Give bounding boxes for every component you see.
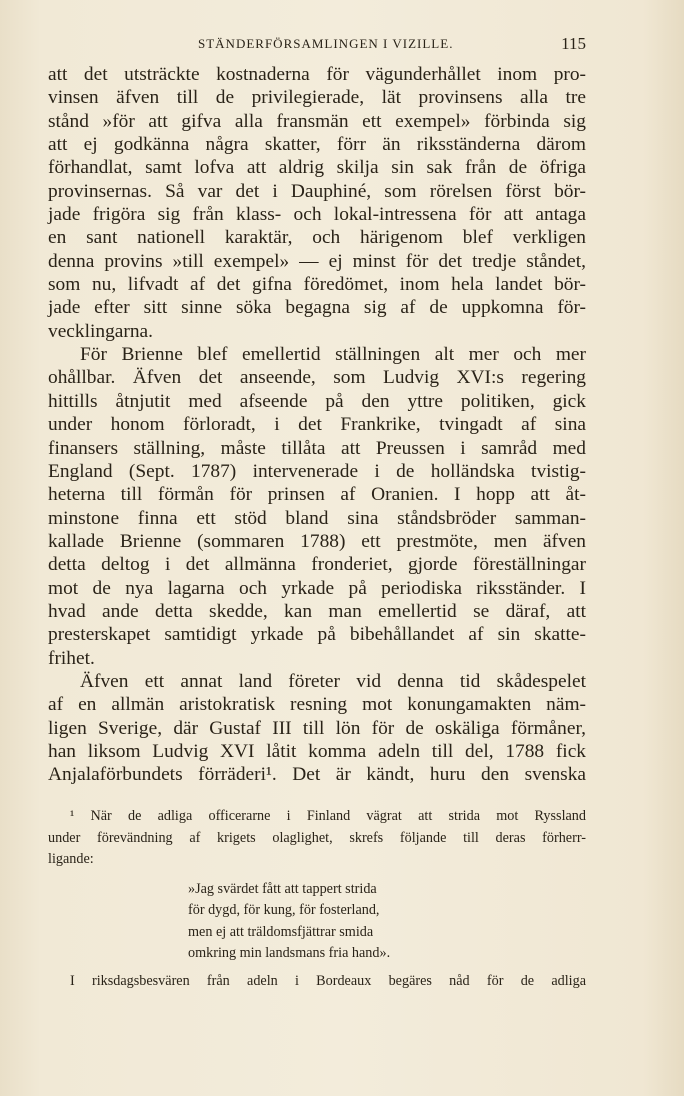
text-line: kallade Brienne (sommaren 1788) ett prestmöte, men äfven	[48, 530, 586, 552]
verse-line: »Jag svärdet fått att tappert strida	[188, 880, 377, 897]
running-title: STÄNDERFÖRSAMLINGEN I VIZILLE.	[198, 36, 454, 51]
verse-line: omkring min landsmans fria hand».	[188, 945, 391, 962]
text-line: provinsernas. Så var det i Dauphiné, som rörelsen först bör-	[48, 180, 586, 202]
footnote-line: I riksdagsbesvären från adeln i Bordeaux begäres nåd för de adliga	[70, 972, 586, 989]
footnote-line: ligande:	[48, 851, 94, 868]
text-line: jade efter sitt sinne söka begagna sig af de uppkomna för-	[48, 297, 586, 319]
text-line: Anjalaförbundets förräderi¹. Det är kändt, huru den svenska	[48, 764, 586, 786]
text-line: hittills åtnjutit med afseende på den yttre politiken, gick	[48, 390, 586, 412]
text-line: presterskapet samtidigt yrkade på bibehållandet af sin skatte-	[48, 624, 586, 646]
text-line: detta deltog i det allmänna fronderiet, gjorde föreställningar	[48, 554, 586, 576]
text-line: heterna till förmån för prinsen af Oranien. I hopp att åt-	[48, 484, 586, 506]
text-line: ligen Sverige, där Gustaf III till lön för de oskäliga förmåner,	[48, 717, 586, 739]
footnote-verse	[188, 879, 586, 965]
footnote-line: ¹ När de adliga officerarne i Finland vägrat att strida mot Ryssland	[70, 808, 586, 824]
text-line: vecklingarna.	[48, 320, 153, 342]
text-line: ohållbar. Äfven det anseende, som Ludvig XVI:s regering	[48, 367, 586, 389]
paragraph-2	[48, 343, 586, 670]
text-line: Äfven ett annat land företer vid denna tid skådespelet	[80, 670, 586, 692]
text-line: förhandlat, samt lofva att aldrig skilja sin sak från de öfriga	[48, 157, 586, 179]
text-line: att ej godkänna några skatter, förr än riksständerna därom	[48, 134, 586, 156]
text-line: hvad ande detta skedde, kan man emellertid se däraf, att	[48, 600, 586, 622]
text-line: stånd »för att gifva alla fransmän ett exempel» förbinda sig	[48, 110, 586, 132]
text-line: finansers ställning, måste tillåta att Preussen i samråd med	[48, 437, 586, 459]
text-line: han liksom Ludvig XVI låtit komma adeln till del, 1788 fick	[48, 740, 586, 762]
text-line: För Brienne blef emellertid ställningen alt mer och mer	[80, 344, 586, 366]
text-line: minstone finna ett stöd bland sina ståndsbröder samman-	[48, 507, 586, 529]
text-line: frihet.	[48, 647, 95, 669]
text-line: att det utsträckte kostnaderna för vägunderhållet inom pro-	[48, 64, 586, 85]
paragraph-1	[48, 63, 586, 343]
text-line: som nu, lifvadt af det gifna föredömet, inom hela landet bör-	[48, 274, 586, 296]
text-line: en sant nationell karaktär, och härigenom blef verkligen	[48, 227, 586, 249]
verse-line: för dygd, för kung, för fosterland,	[188, 902, 380, 919]
page-header	[48, 34, 586, 54]
text-line: denna provins »till exempel» — ej minst för det tredje ståndet,	[48, 250, 586, 272]
text-line: mot de nya lagarna och yrkade på periodiska riksständer. I	[48, 577, 586, 599]
text-line: England (Sept. 1787) intervenerade i de holländska tvistig-	[48, 460, 586, 482]
footnote-line: under förevändning af krigets olaglighet, skrefs följande till deras förherr-	[48, 829, 586, 846]
verse-line: men ej att träldomsfjättrar smida	[188, 923, 374, 940]
page-number: 115	[561, 34, 586, 53]
footnote-2	[48, 971, 586, 993]
text-line: vinsen äfven till de privilegierade, lät provinsens alla tre	[48, 87, 586, 109]
body-text	[48, 63, 586, 787]
footnote-1	[48, 806, 586, 871]
text-line: under honom förloradt, i det Frankrike, tvingadt af sina	[48, 414, 586, 436]
text-line: af en allmän aristokratisk resning mot konungamakten näm-	[48, 694, 586, 716]
paragraph-3	[48, 670, 586, 787]
footnotes	[48, 806, 586, 992]
text-line: jade frigöra sig från klass- och lokal-intressena för att antaga	[48, 204, 586, 226]
